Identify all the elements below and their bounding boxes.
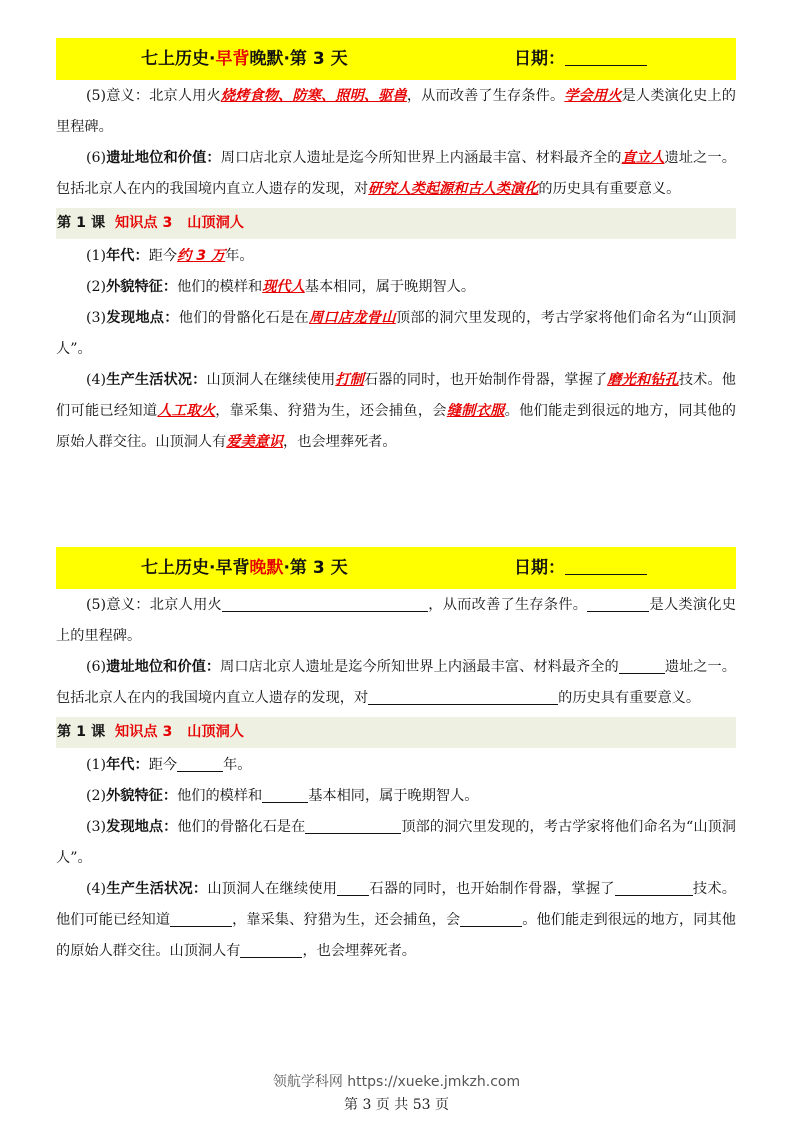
footer-site: 领航学科网 https://xueke.jmkzh.com <box>272 1074 521 1090</box>
item-appearance: (2)外貌特征：他们的模样和 基本相同，属于晚期智人。 <box>86 788 479 804</box>
banner-title: 七上历史·早背晚默·第 3 天 <box>141 558 348 578</box>
answer: 约 3 万 <box>177 248 226 264</box>
section-heading: 第 1 课 知识点 3 山顶洞人 <box>56 717 736 748</box>
paragraph-site-value: (6)遗址地位和价值：周口店北京人遗址是迄今所知世界上内涵最丰富、材料最齐全的直立人遗址之一。包括北京人在内的我国境内直立人遗存的发现，对研究人类起源和古人类演化的历史具有重要意义。 <box>56 150 736 197</box>
item-appearance: (2)外貌特征：他们的模样和现代人基本相同，属于晚期智人。 <box>86 279 476 295</box>
answer: 烧烤食物、防寒、照明、驱兽 <box>220 88 407 104</box>
fill-blank[interactable] <box>170 910 232 927</box>
section-heading: 第 1 课 知识点 3 山顶洞人 <box>56 208 736 239</box>
date-blank[interactable] <box>565 556 647 575</box>
answer: 现代人 <box>262 279 305 295</box>
item-location: (3)发现地点：他们的骨骼化石是在周口店龙骨山顶部的洞穴里发现的，考古学家将他们命名为“山顶洞人”。 <box>56 310 736 357</box>
answer: 直立人 <box>621 150 665 166</box>
fill-blank[interactable] <box>619 657 665 674</box>
paragraph-significance: (5)意义：北京人用火 ，从而改善了生存条件。 是人类演化史上的里程碑。 <box>56 597 736 644</box>
fill-blank[interactable] <box>337 879 369 896</box>
paragraph-site-value: (6)遗址地位和价值：周口店北京人遗址是迄今所知世界上内涵最丰富、材料最齐全的 遗址之一。包括北京人在内的我国境内直立人遗存的发现，对 的历史具有重要意义。 <box>56 659 736 706</box>
item-era: (1)年代：距今约 3 万年。 <box>86 248 254 264</box>
date-label: 日期： <box>514 38 647 80</box>
fill-blank[interactable] <box>305 817 401 834</box>
page-number: 第 3 页 共 53 页 <box>344 1097 449 1113</box>
fill-blank[interactable] <box>368 688 558 705</box>
paragraph-significance: (5)意义：北京人用火烧烤食物、防寒、照明、驱兽，从而改善了生存条件。学会用火是人类演化史上的里程碑。 <box>56 88 736 135</box>
fill-blank[interactable] <box>587 595 649 612</box>
title-highlight: 早背 <box>215 49 250 69</box>
answer: 学会用火 <box>564 88 622 104</box>
item-lifestyle: (4)生产生活状况：山顶洞人在继续使用 石器的同时，也开始制作骨器，掌握了 技术。他们可能已经知道 ，靠采集、狩猎为生，还会捕鱼，会 。他们能走到很远的地方，同其他的原始人群交往。山顶洞人有 ，也会埋葬死者。 <box>56 881 736 959</box>
fill-blank[interactable] <box>177 755 223 772</box>
answer: 爱美意识 <box>226 434 284 450</box>
morning-recite-block <box>56 38 736 458</box>
evening-dictation-block <box>56 547 736 967</box>
fill-blank[interactable] <box>222 595 428 612</box>
item-era: (1)年代：距今 年。 <box>86 757 252 773</box>
date-blank[interactable] <box>565 47 647 66</box>
fill-blank[interactable] <box>460 910 522 927</box>
answer: 缝制衣服 <box>446 403 505 419</box>
answer: 人工取火 <box>157 403 216 419</box>
fill-blank[interactable] <box>262 786 308 803</box>
answer: 磨光和钻孔 <box>607 372 679 388</box>
banner-title: 七上历史·早背晚默·第 3 天 <box>141 49 348 69</box>
item-location: (3)发现地点：他们的骨骼化石是在 顶部的洞穴里发现的，考古学家将他们命名为“山顶洞人”。 <box>56 819 736 866</box>
answer: 研究人类起源和古人类演化 <box>368 181 539 197</box>
item-lifestyle: (4)生产生活状况：山顶洞人在继续使用打制石器的同时，也开始制作骨器，掌握了磨光和钻孔技术。他们可能已经知道人工取火，靠采集、狩猎为生，还会捕鱼，会缝制衣服。他们能走到很远的地方，同其他的原始人群交往。山顶洞人有爱美意识，也会埋葬死者。 <box>56 372 736 450</box>
fill-blank[interactable] <box>615 879 693 896</box>
date-label: 日期： <box>514 547 647 589</box>
answer: 打制 <box>335 372 364 388</box>
title-highlight: 晚默 <box>249 558 284 578</box>
fill-blank[interactable] <box>240 941 302 958</box>
header-banner <box>56 38 736 80</box>
answer: 周口店龙骨山 <box>309 310 396 326</box>
header-banner <box>56 547 736 589</box>
